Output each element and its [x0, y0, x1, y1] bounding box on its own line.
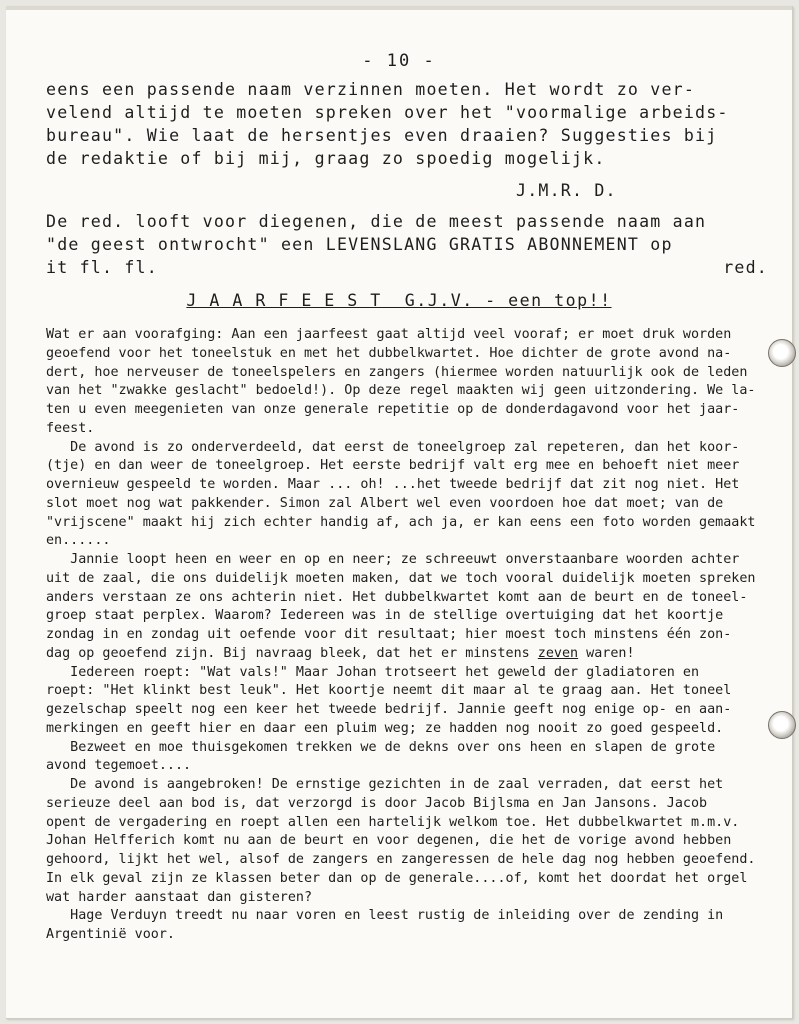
intro-line: eens een passende naam verzinnen moeten. Het wordt zo ver-	[46, 80, 696, 99]
body-line: Iedereen roept: "Wat vals!" Maar Johan trotseert het geweld der gladiatoren en	[46, 664, 700, 680]
intro-section	[46, 78, 786, 279]
page-number: - 10 -	[362, 51, 436, 71]
body-line: groep staat perplex. Waarom? Iedereen was in de stellige overtuiging dat het koortje	[46, 608, 724, 624]
body-line: avond tegemoet....	[46, 758, 192, 774]
author-signature: J.M.R. D.	[516, 181, 617, 200]
editor-note-line: "de geest ontwrocht" een LEVENSLANG GRATIS ABONNEMENT op	[46, 235, 673, 254]
body-line: feest.	[46, 420, 95, 436]
body-line: opent de vergadering en roept allen een hartelijk welkom toe. Het dubbelkwartet m.m.v.	[46, 814, 740, 830]
body-line: De avond is aangebroken! De ernstige gezichten in de zaal verraden, dat eerst het	[46, 777, 724, 792]
body-line: anders verstaan ze ons achterin niet. Het dubbelkwartet komt aan de beurt en de toneel-	[46, 589, 748, 605]
body-line: (tje) en dan weer de toneelgroep. Het eerste bedrijf valt erg mee en behoeft niet meer	[46, 458, 740, 474]
document-page	[6, 6, 793, 1019]
body-line: en......	[46, 533, 111, 549]
body-line: Argentinië voor.	[46, 927, 175, 942]
editor-note-line: it fl. fl. red.	[46, 258, 768, 277]
body-line: wat harder aanstaat dan gisteren?	[46, 889, 313, 905]
editor-note-line: De red. looft voor diegenen, die de meest passende naam aan	[46, 212, 707, 231]
body-line: Bezweet en moe thuisgekomen trekken we de dekns over ons heen en slapen de grote	[46, 739, 716, 755]
body-line: Johan Helfferich komt nu aan de beurt en voor degenen, die het de vorige avond hebben	[46, 833, 732, 849]
article-title: J A A R F E E S T G.J.V. - een top!!	[186, 291, 612, 310]
article-body	[46, 326, 790, 945]
body-line: dert, hoe nerveuser de toneelspelers en zangers (hiermee worden natuurlijk ook de leden	[46, 364, 748, 380]
body-line: slot moet nog wat pakkender. Simon zal Albert wel even voordoen hoe dat moet; van de	[46, 495, 724, 511]
body-line: van het "zwakke geslacht" bedoeld!). Op deze regel maakten wij geen uitzondering. We la-	[46, 383, 756, 399]
intro-line: de redaktie of bij mij, graag zo spoedig mogelijk.	[46, 149, 606, 168]
body-line: zondag in en zondag uit oefende voor dit resultaat; hier moest toch minstens één zon-	[46, 627, 732, 642]
underlined-word: zeven	[537, 645, 579, 661]
body-line: Jannie loopt heen en weer en op en neer; ze schreeuwt onverstaanbare woorden achter	[46, 552, 740, 567]
body-line: uit de zaal, die ons duidelijk moeten maken, dat we toch vooral duidelijk moeten spreken	[46, 570, 756, 586]
body-line: "vrijscene" maakt hij zich echter handig af, ach ja, er kan eens een foto worden gemaakt	[46, 514, 756, 530]
body-line: gehoord, lijkt het wel, alsof de zangers en zangeressen de hele dag nog hebben geoefend.	[46, 852, 756, 867]
body-line: De avond is zo onderverdeeld, dat eerst de toneelgroep zal repeteren, dan het koor-	[46, 439, 740, 455]
body-line: geoefend voor het toneelstuk en met het dubbelkwartet. Hoe dichter de grote avond na-	[46, 345, 732, 361]
body-line: Hage Verduyn treedt nu naar voren en leest rustig de inleiding over de zending in	[46, 908, 724, 924]
intro-line: velend altijd te moeten spreken over het "voormalige arbeids-	[46, 103, 729, 122]
body-line: In elk geval zijn ze klassen beter dan op de generale....of, komt het doordat het orgel	[46, 870, 748, 886]
body-line: roept: "Het klinkt best leuk". Het koortje neemt dit maar al te graag aan. Het toneel	[46, 683, 732, 699]
body-line: Wat er aan voorafging: Aan een jaarfeest gaat altijd veel vooraf; er moet druk worden	[46, 327, 732, 342]
editor-signature: red.	[723, 258, 768, 277]
body-line: overnieuw gespeeld te worden. Maar ... oh! ...het tweede bedrijf dat zit nog niet. Het	[46, 477, 740, 492]
body-line: gezelschap speelt nog een keer het tweede bedrijf. Jannie geeft nog enige op- en aan-	[46, 702, 732, 717]
body-line: merkingen en geeft hier en daar een pluim weg; ze hadden nog nooit zo goed gespeeld.	[46, 720, 724, 736]
body-line: serieuze deel aan bod is, dat verzorgd is door Jacob Bijlsma en Jan Jansons. Jacob	[46, 795, 708, 811]
body-line: ten u even meegenieten van onze generale repetitie op de donderdagavond voor het jaar-	[46, 402, 740, 417]
intro-line: bureau". Wie laat de hersentjes even draaien? Suggesties bij	[46, 126, 718, 145]
page-top-edge	[6, 6, 792, 10]
body-line: dag op geoefend zijn. Bij navraag bleek, dat het er minstens zeven waren!	[46, 645, 635, 661]
